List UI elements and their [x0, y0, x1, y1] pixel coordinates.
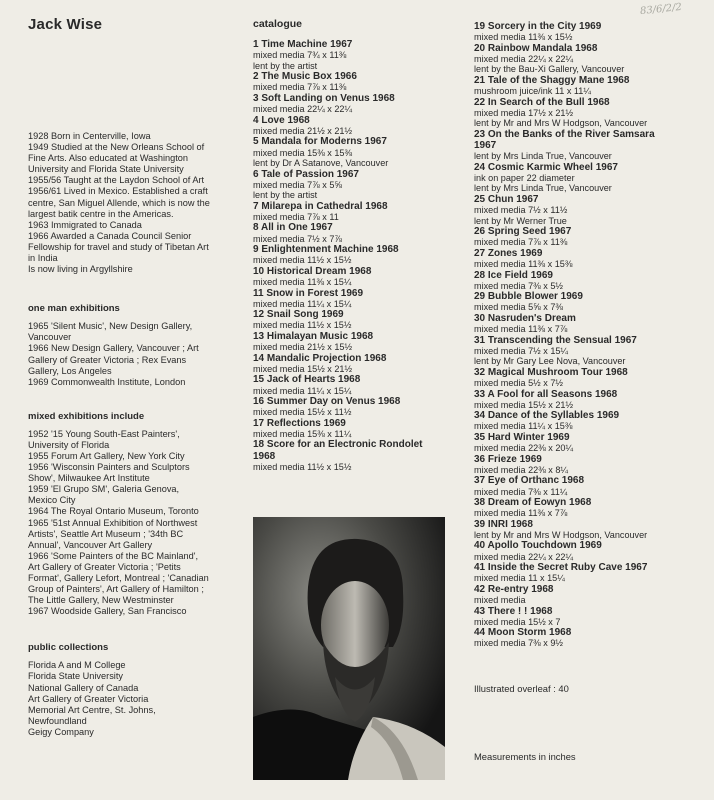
catalogue-entry — [474, 627, 710, 649]
catalogue-entry — [474, 454, 710, 476]
artwork-title: 35 Hard Winter 1969 — [474, 431, 570, 443]
artwork-detail: mixed media 11⅜ x 15½ — [474, 32, 573, 43]
artwork-detail: mixed media 15½ x 21½ — [474, 399, 574, 410]
artwork-title: 4 Love 1968 — [253, 114, 310, 126]
catalogue-entry — [474, 75, 710, 97]
artwork-title: 21 Tale of the Shaggy Mane 1968 — [474, 74, 630, 86]
catalogue-entry — [474, 291, 710, 313]
catalogue-list-2 — [474, 21, 710, 649]
artwork-detail: mixed media 11⅜ x 15¼ — [253, 277, 352, 288]
bio-line: in India — [28, 253, 58, 264]
public-collections-heading: public collections — [28, 642, 109, 654]
catalogue-entry — [253, 353, 468, 375]
bio-line: University and Florida State University — [28, 164, 184, 175]
artwork-detail: mixed media 11 x 15¼ — [474, 573, 565, 584]
exhibition-line: 1955 Forum Art Gallery, New York City — [28, 450, 185, 461]
artwork-title: 33 A Fool for all Seasons 1968 — [474, 388, 618, 400]
collection-line: Memorial Art Centre, St. Johns, — [28, 704, 156, 715]
exhibition-line: University of Florida — [28, 439, 110, 450]
artwork-year: 1967 — [474, 140, 497, 152]
catalogue-entry — [474, 389, 710, 411]
exhibition-line: 1965 '51st Annual Exhibition of Northwest — [28, 517, 198, 528]
catalogue-entry — [474, 313, 710, 335]
catalogue-entry — [474, 606, 710, 628]
catalogue-entry — [474, 562, 710, 584]
artwork-title: 27 Zones 1969 — [474, 247, 543, 259]
artwork-title: 40 Apollo Touchdown 1969 — [474, 540, 602, 552]
exhibition-line: Annual', Vancouver Art Gallery — [28, 539, 153, 550]
artwork-detail: mushroom juice/ink 11 x 11¼ — [474, 86, 591, 97]
artwork-title: 32 Magical Mushroom Tour 1968 — [474, 366, 628, 378]
catalogue-entry — [474, 129, 710, 162]
bio-line: 1966 Awarded a Canada Council Senior — [28, 230, 192, 241]
artwork-detail: mixed media 22¼ x 22¼ — [253, 104, 353, 115]
artwork-title: 25 Chun 1967 — [474, 193, 539, 205]
catalogue-entry — [474, 497, 710, 519]
exhibition-line: Artists', Seattle Art Museum ; '34th BC — [28, 528, 184, 539]
artwork-detail: mixed media 22¼ x 22¼ — [474, 53, 574, 64]
bio-line: 1956/61 Lived in Mexico. Established a craft — [28, 186, 208, 197]
artwork-detail: mixed media 11½ x 15½ — [253, 320, 352, 331]
artwork-title: 29 Bubble Blower 1969 — [474, 291, 583, 303]
exhibition-line: 1969 Commonwealth Institute, London — [28, 376, 186, 387]
artwork-detail: mixed media 11⅜ x 7⅞ — [474, 508, 568, 519]
artwork-detail: lent by Mrs Linda True, Vancouver — [474, 183, 612, 194]
artwork-title: 34 Dance of the Syllables 1969 — [474, 410, 620, 422]
artwork-detail: mixed media 21½ x 21½ — [253, 125, 353, 136]
catalogue-entry — [253, 222, 468, 244]
artwork-title: 43 There ! ! 1968 — [474, 605, 553, 617]
bio-line: 1963 Immigrated to Canada — [28, 219, 142, 230]
artwork-detail: lent by the Bau-Xi Gallery, Vancouver — [474, 64, 625, 75]
artwork-detail: mixed media 5⅝ x 7⅜ — [474, 302, 563, 313]
artwork-detail: lent by the artist — [253, 190, 318, 201]
artwork-detail: mixed media 7½ x 7⅞ — [253, 233, 342, 244]
collection-line: National Gallery of Canada — [28, 682, 139, 693]
artwork-detail: mixed media 21½ x 15½ — [253, 342, 353, 353]
artwork-title: 12 Snail Song 1969 — [253, 309, 344, 321]
mixed-exhibitions-list — [28, 429, 250, 618]
artwork-detail: lent by Mrs Linda True, Vancouver — [474, 151, 612, 162]
bio-line: 1949 Studied at the New Orleans School of — [28, 142, 205, 153]
measurements-note: Measurements in inches — [474, 751, 576, 762]
exhibition-line: 1965 'Silent Music', New Design Gallery, — [28, 321, 193, 332]
exhibition-line: Group of Painters', Art Gallery of Hamilton ; — [28, 584, 204, 595]
catalogue-entry — [474, 432, 710, 454]
artwork-title: 2 The Music Box 1966 — [253, 71, 357, 83]
artwork-title: 41 Inside the Secret Ruby Cave 1967 — [474, 562, 648, 574]
artwork-title: 1 Time Machine 1967 — [253, 39, 353, 50]
artwork-title: 36 Frieze 1969 — [474, 453, 542, 465]
artwork-detail: mixed media 11¼ x 15¼ — [253, 298, 352, 309]
catalogue-column-2 — [474, 21, 710, 649]
exhibition-line: The Little Gallery, New Westminster — [28, 595, 174, 606]
artwork-title: 16 Summer Day on Venus 1968 — [253, 396, 401, 408]
artist-portrait-photo — [253, 517, 445, 780]
catalogue-entry — [474, 248, 710, 270]
exhibition-line: Format', Gallery Lefort, Montreal ; 'Canadian — [28, 573, 209, 583]
artwork-title: 11 Snow in Forest 1969 — [253, 287, 364, 299]
catalogue-entry — [253, 396, 468, 418]
artwork-title: 17 Reflections 1969 — [253, 417, 346, 429]
bio-line: 1955/56 Taught at the Laydon School of Art — [28, 175, 205, 186]
artwork-title: 14 Mandalic Projection 1968 — [253, 352, 387, 364]
artwork-detail: mixed media 15½ x 11½ — [253, 407, 352, 418]
catalogue-entry — [474, 97, 710, 129]
catalogue-entry — [474, 475, 710, 497]
exhibition-line: Art Gallery of Greater Victoria ; 'Petits — [28, 561, 181, 572]
artwork-title: 19 Sorcery in the City 1969 — [474, 21, 602, 32]
one-man-exhibitions-list — [28, 321, 250, 388]
artwork-title: 44 Moon Storm 1968 — [474, 627, 572, 639]
exhibition-line: 1967 Woodside Gallery, San Francisco — [28, 606, 187, 617]
artwork-detail: mixed media 7⅞ x 11 — [253, 211, 339, 222]
collection-line: Florida A and M College — [28, 660, 126, 671]
catalogue-entry — [253, 169, 468, 201]
artwork-detail: mixed media 15½ x 7 — [474, 616, 561, 627]
artwork-detail: lent by Dr A Satanove, Vancouver — [253, 158, 389, 169]
catalogue-entry — [253, 374, 468, 396]
catalogue-entry — [253, 309, 468, 331]
artwork-detail: mixed media 15⅜ x 11¼ — [253, 428, 352, 439]
artwork-detail: mixed media 11⅜ x 15⅜ — [474, 259, 573, 270]
artwork-title: 18 Score for an Electronic Rondolet — [253, 439, 423, 451]
catalogue-entry — [474, 540, 710, 562]
artwork-detail: lent by Mr and Mrs W Hodgson, Vancouver — [474, 529, 648, 540]
artwork-detail: mixed media 7⅜ x 9½ — [474, 638, 563, 649]
artwork-detail: lent by Mr Gary Lee Nova, Vancouver — [474, 356, 626, 367]
collection-line: Art Gallery of Greater Victoria — [28, 693, 149, 704]
catalogue-column-1 — [253, 18, 468, 472]
catalogue-entry — [474, 367, 710, 389]
catalogue-entry — [253, 288, 468, 310]
catalogue-entry — [253, 266, 468, 288]
catalogue-entry — [474, 270, 710, 292]
artwork-detail: mixed media 17½ x 21½ — [474, 107, 574, 118]
catalogue-entry — [474, 519, 710, 541]
bio-line: centre, San Miguel Allende, which is now the — [28, 197, 210, 208]
artwork-detail: mixed media 7½ x 11½ — [474, 205, 568, 216]
artwork-title: 7 Milarepa in Cathedral 1968 — [253, 200, 388, 212]
artwork-title: 5 Mandala for Moderns 1967 — [253, 136, 387, 148]
exhibition-line: 1964 The Royal Ontario Museum, Toronto — [28, 506, 199, 517]
artwork-detail: mixed media 11¼ x 15¼ — [253, 385, 352, 396]
catalogue-entry — [474, 335, 710, 367]
artwork-title: 23 On the Banks of the River Samsara — [474, 128, 655, 140]
catalogue-entry — [253, 244, 468, 266]
illustrated-overleaf-note: Illustrated overleaf : 40 — [474, 683, 569, 694]
artwork-detail: mixed media 7⅞ x 11⅜ — [253, 82, 347, 93]
artwork-detail: mixed media 5½ x 7½ — [474, 378, 563, 389]
artwork-detail: lent by the artist — [253, 60, 318, 71]
artwork-detail: mixed media 7⅞ x 5⅝ — [253, 179, 342, 190]
exhibition-line: 1959 'El Grupo SM', Galeria Genova, — [28, 484, 180, 495]
artwork-detail: mixed media 7½ x 15¼ — [474, 345, 569, 356]
artwork-title: 37 Eye of Orthanc 1968 — [474, 475, 585, 487]
artwork-title: 31 Transcending the Sensual 1967 — [474, 334, 637, 346]
artwork-title: 6 Tale of Passion 1967 — [253, 168, 359, 180]
artwork-detail: mixed media 11½ x 15½ — [253, 255, 352, 266]
catalogue-entry — [253, 439, 468, 472]
catalogue-entry — [253, 39, 468, 71]
catalogue-entry — [253, 115, 468, 137]
bio-line: Fine Arts. Also educated at Washington — [28, 153, 189, 164]
artwork-detail: lent by Mr Werner True — [474, 215, 567, 226]
catalogue-entry — [253, 136, 468, 168]
exhibition-line: Gallery of Greater Victoria ; Rex Evans — [28, 354, 187, 365]
artwork-detail: ink on paper 22 diameter — [474, 172, 575, 183]
exhibition-line: 1966 'Some Painters of the BC Mainland', — [28, 550, 199, 561]
artwork-title: 9 Enlightenment Machine 1968 — [253, 244, 399, 256]
artwork-detail: lent by Mr and Mrs W Hodgson, Vancouver — [474, 118, 648, 129]
catalogue-heading: catalogue — [253, 18, 303, 30]
exhibition-line: 1966 New Design Gallery, Vancouver ; Art — [28, 343, 199, 354]
catalogue-entry — [474, 410, 710, 432]
biography — [28, 131, 250, 275]
bio-line: largest batik centre in the Americas. — [28, 208, 174, 219]
artwork-title: 24 Cosmic Karmic Wheel 1967 — [474, 161, 618, 173]
catalogue-entry — [253, 331, 468, 353]
artwork-title: 10 Historical Dream 1968 — [253, 265, 372, 277]
artwork-detail: mixed media — [474, 595, 526, 606]
artwork-title: 20 Rainbow Mandala 1968 — [474, 42, 598, 54]
artwork-detail: mixed media 11⅜ x 7⅞ — [474, 324, 568, 335]
public-collections-list — [28, 660, 250, 738]
artwork-title: 22 In Search of the Bull 1968 — [474, 96, 610, 108]
artwork-detail: mixed media 7⅜ x 5½ — [474, 280, 563, 291]
exhibition-line: Vancouver — [28, 332, 72, 343]
exhibition-line: Gallery, Los Angeles — [28, 365, 112, 376]
catalogue-entry — [474, 43, 710, 75]
exhibition-line: 1952 '15 Young South-East Painters', — [28, 428, 180, 439]
artwork-detail: mixed media 11¼ x 15⅜ — [474, 421, 573, 432]
one-man-exhibitions-heading: one man exhibitions — [28, 303, 120, 315]
artwork-title: 39 INRI 1968 — [474, 518, 533, 530]
artwork-detail: mixed media 15½ x 21½ — [253, 363, 353, 374]
artwork-detail: mixed media 11½ x 15½ — [253, 461, 352, 472]
artwork-detail: mixed media 7¾ x 11⅜ — [253, 50, 347, 61]
exhibition-line: 1956 'Wisconsin Painters and Sculptors — [28, 462, 190, 473]
artwork-title: 3 Soft Landing on Venus 1968 — [253, 92, 395, 104]
catalogue-entry — [253, 418, 468, 440]
artwork-year: 1968 — [253, 450, 276, 462]
pencil-annotation: 83/6/2/2 — [639, 1, 683, 18]
bio-line: Fellowship for travel and study of Tibetan Art — [28, 241, 209, 252]
artwork-title: 8 All in One 1967 — [253, 222, 333, 234]
collection-line: Geigy Company — [28, 726, 94, 737]
bio-line: 1928 Born in Centerville, Iowa — [28, 131, 151, 141]
artwork-title: 38 Dream of Eowyn 1968 — [474, 497, 592, 509]
exhibition-line: Mexico City — [28, 495, 76, 506]
mixed-exhibitions-heading: mixed exhibitions include — [28, 410, 145, 422]
artwork-title: 30 Nasruden's Dream — [474, 312, 576, 324]
catalogue-entry — [253, 71, 468, 93]
artwork-title: 15 Jack of Hearts 1968 — [253, 374, 361, 386]
catalogue-entry — [474, 21, 710, 43]
exhibition-line: Show', Milwaukee Art Institute — [28, 473, 150, 484]
artwork-detail: mixed media 22⅜ x 8¼ — [474, 464, 569, 475]
artwork-title: 42 Re-entry 1968 — [474, 583, 554, 595]
catalogue-entry — [474, 226, 710, 248]
artwork-detail: mixed media 7⅜ x 11¼ — [474, 486, 568, 497]
catalogue-entry — [474, 194, 710, 226]
catalogue-entry — [253, 93, 468, 115]
catalogue-entry — [474, 584, 710, 606]
artwork-title: 13 Himalayan Music 1968 — [253, 330, 374, 342]
collection-line: Newfoundland — [28, 715, 87, 726]
artwork-title: 26 Spring Seed 1967 — [474, 226, 572, 238]
artist-name: Jack Wise — [28, 16, 103, 33]
artwork-detail: mixed media 22¼ x 22¼ — [474, 551, 574, 562]
artwork-detail: mixed media 15⅜ x 15⅜ — [253, 147, 353, 158]
artwork-detail: mixed media 7⅞ x 11⅜ — [474, 237, 568, 248]
artwork-detail: mixed media 22⅜ x 20¼ — [474, 443, 574, 454]
catalogue-entry — [253, 201, 468, 223]
bio-line: Is now living in Argyllshire — [28, 264, 133, 275]
artwork-title: 28 Ice Field 1969 — [474, 269, 553, 281]
left-column — [28, 16, 250, 738]
catalogue-entry — [474, 162, 710, 194]
catalogue-list-1 — [253, 39, 468, 472]
collection-line: Florida State University — [28, 671, 123, 682]
